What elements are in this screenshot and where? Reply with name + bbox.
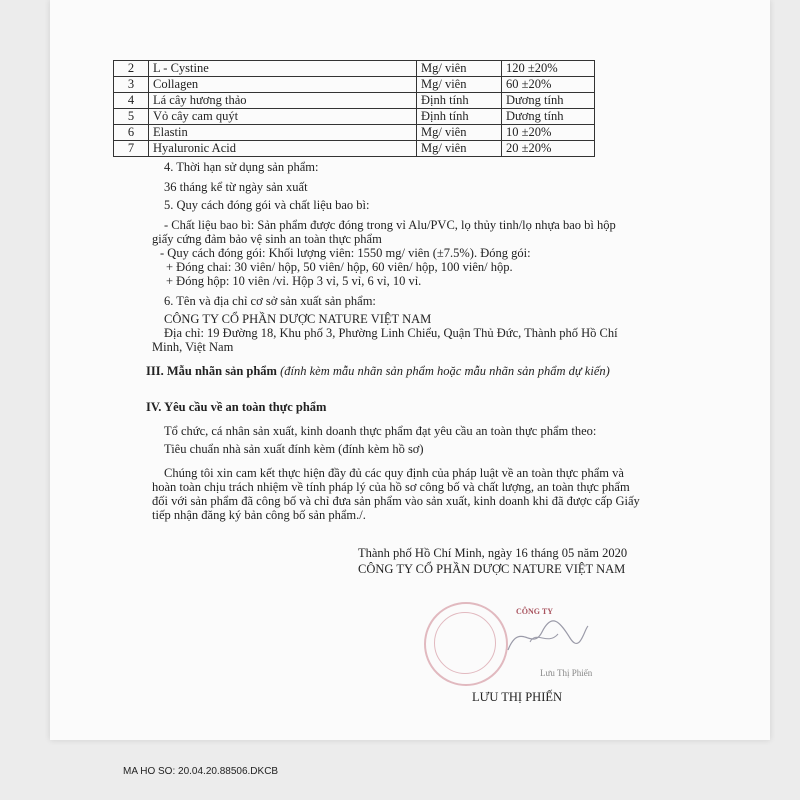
row-number-cell: 2 bbox=[114, 61, 149, 77]
table-row bbox=[114, 141, 595, 157]
value-cell: 20 ±20% bbox=[502, 141, 595, 157]
table-row bbox=[114, 77, 595, 93]
unit-cell: Mg/ viên bbox=[417, 61, 502, 77]
unit-cell: Định tính bbox=[417, 93, 502, 109]
row-number-cell: 3 bbox=[114, 77, 149, 93]
dossier-code: MA HO SO: 20.04.20.88506.DKCB bbox=[123, 766, 279, 777]
section-IV-para-2: Tiêu chuẩn nhà sản xuất đính kèm (đính kèm hồ sơ) bbox=[164, 442, 424, 456]
shelf-life-text: 36 tháng kể từ ngày sản xuất bbox=[164, 180, 308, 194]
ingredient-table bbox=[113, 60, 595, 157]
section-IV-heading: IV. Yêu cầu về an toàn thực phẩm bbox=[146, 400, 327, 414]
packaging-material-line-2: giấy cứng đảm bảo vệ sinh an toàn thực phẩm bbox=[152, 232, 382, 246]
table-row bbox=[114, 109, 595, 125]
signer-handwritten-name: Lưu Thị Phiến bbox=[540, 668, 593, 678]
manufacturer-address-1: Địa chỉ: 19 Đường 18, Khu phố 3, Phường Linh Chiểu, Quận Thủ Đức, Thành phố Hồ Chí bbox=[164, 326, 618, 340]
section-IV-para-1: Tổ chức, cá nhân sản xuất, kinh doanh thực phẩm đạt yêu cầu an toàn thực phẩm theo: bbox=[164, 424, 597, 438]
commitment-line-4: tiếp nhận đăng ký bản công bố sản phẩm./. bbox=[152, 508, 366, 522]
section-5-heading: 5. Quy cách đóng gói và chất liệu bao bì: bbox=[164, 198, 370, 212]
table-row bbox=[114, 61, 595, 77]
row-number-cell: 4 bbox=[114, 93, 149, 109]
section-III bbox=[146, 364, 610, 379]
commitment-line-3: đối với sản phẩm đã công bố và chỉ đưa sản phẩm vào sản xuất, kinh doanh khi đã được cấp Giấy bbox=[152, 494, 640, 508]
unit-cell: Mg/ viên bbox=[417, 125, 502, 141]
table-row bbox=[114, 125, 595, 141]
commitment-line-2: hoàn toàn chịu trách nhiệm về tính pháp lý của hồ sơ công bố và chất lượng, an toàn thực phẩm bbox=[152, 480, 630, 494]
value-cell: 120 ±20% bbox=[502, 61, 595, 77]
bottle-packaging-line: + Đóng chai: 30 viên/ hộp, 50 viên/ hộp, 60 viên/ hộp, 100 viên/ hộp. bbox=[166, 260, 513, 274]
manufacturer-address-2: Minh, Việt Nam bbox=[152, 340, 234, 354]
ingredient-name-cell: Collagen bbox=[149, 77, 417, 93]
company-seal bbox=[424, 602, 508, 686]
value-cell: Dương tính bbox=[502, 93, 595, 109]
ingredient-name-cell: Vỏ cây cam quýt bbox=[149, 109, 417, 125]
section-6-heading: 6. Tên và địa chỉ cơ sở sản xuất sản phẩm: bbox=[164, 294, 376, 308]
place-date: Thành phố Hồ Chí Minh, ngày 16 tháng 05 năm 2020 bbox=[358, 546, 628, 560]
table-row bbox=[114, 93, 595, 109]
unit-cell: Mg/ viên bbox=[417, 77, 502, 93]
ingredient-name-cell: Elastin bbox=[149, 125, 417, 141]
ingredient-name-cell: Hyaluronic Acid bbox=[149, 141, 417, 157]
row-number-cell: 7 bbox=[114, 141, 149, 157]
ingredient-name-cell: Lá cây hương thảo bbox=[149, 93, 417, 109]
value-cell: 60 ±20% bbox=[502, 77, 595, 93]
row-number-cell: 5 bbox=[114, 109, 149, 125]
value-cell: 10 ±20% bbox=[502, 125, 595, 141]
seal-label: CÔNG TY bbox=[516, 607, 553, 616]
signing-company: CÔNG TY CỔ PHẦN DƯỢC NATURE VIỆT NAM bbox=[358, 562, 626, 576]
ingredient-name-cell: L - Cystine bbox=[149, 61, 417, 77]
signature-scribble-icon bbox=[500, 612, 590, 662]
section-III-note: (đính kèm mẫu nhãn sản phẩm hoặc mẫu nhãn sản phẩm dự kiến) bbox=[280, 364, 610, 378]
section-4-heading: 4. Thời hạn sử dụng sản phẩm: bbox=[164, 160, 319, 174]
row-number-cell: 6 bbox=[114, 125, 149, 141]
value-cell: Dương tính bbox=[502, 109, 595, 125]
commitment-line-1: Chúng tôi xin cam kết thực hiện đầy đủ các quy định của pháp luật về an toàn thực phẩm và bbox=[164, 466, 624, 480]
signer-name: LƯU THỊ PHIẾN bbox=[472, 690, 563, 704]
unit-cell: Định tính bbox=[417, 109, 502, 125]
packaging-spec-line: - Quy cách đóng gói: Khối lượng viên: 1550 mg/ viên (±7.5%). Đóng gói: bbox=[160, 246, 531, 260]
manufacturer-name: CÔNG TY CỔ PHẦN DƯỢC NATURE VIỆT NAM bbox=[164, 312, 432, 326]
unit-cell: Mg/ viên bbox=[417, 141, 502, 157]
section-III-heading: III. Mẫu nhãn sản phẩm bbox=[146, 364, 277, 378]
packaging-material-line: - Chất liệu bao bì: Sản phẩm được đóng trong vỉ Alu/PVC, lọ thủy tinh/lọ nhựa bao bì hộp bbox=[164, 218, 616, 232]
box-packaging-line: + Đóng hộp: 10 viên /vỉ. Hộp 3 vỉ, 5 vỉ, 6 vỉ, 10 vỉ. bbox=[166, 274, 422, 288]
